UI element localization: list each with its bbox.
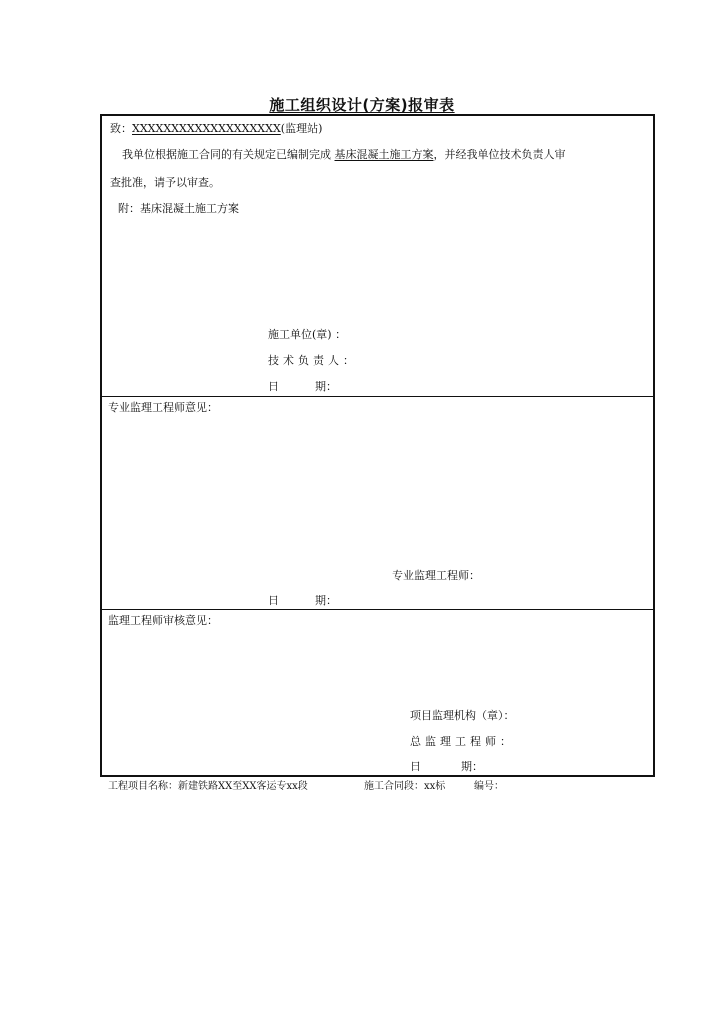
divider-2	[102, 609, 653, 610]
addressee-line	[110, 122, 322, 136]
footer-project-name: 工程项目名称：新建铁路XX至XX客运专xx段	[108, 781, 308, 792]
chief-engineer-label: 总监理工程师：	[410, 735, 515, 748]
review-form	[100, 114, 655, 777]
attachment-line: 附：基床混凝土施工方案	[118, 202, 239, 215]
section2-date-label	[268, 594, 337, 608]
review-opinion-heading: 监理工程师审核意见：	[108, 614, 218, 627]
contractor-unit-label: 施工单位(章) ：	[268, 328, 347, 341]
date-char-2: 期：	[315, 380, 337, 393]
addressee-prefix: 致：	[110, 122, 132, 135]
date-char-2: 期：	[315, 594, 337, 607]
plan-name: 基床混凝土施工方案	[334, 148, 434, 161]
page-title: 施工组织设计(方案)报审表	[269, 96, 455, 114]
footer-contract-section: 施工合同段：xx标	[364, 781, 446, 792]
divider-1	[102, 396, 653, 397]
date-char-1: 日	[268, 380, 279, 393]
date-char-2: 期：	[461, 760, 483, 773]
submission-text-line1	[122, 148, 566, 162]
submission-text-line2: 查批准，请予以审查。	[110, 176, 220, 189]
addressee-name: XXXXXXXXXXXXXXXXXXX	[132, 122, 281, 135]
submission-text-b: ，并经我单位技术负责人审	[433, 148, 566, 161]
section3-date-label	[410, 760, 483, 774]
supervision-org-label: 项目监理机构（章）：	[410, 709, 515, 722]
date-char-1: 日	[410, 760, 421, 773]
specialist-engineer-label: 专业监理工程师：	[392, 569, 480, 582]
footer-number: 编号：	[474, 781, 504, 792]
tech-lead-label: 技术负责人：	[268, 354, 358, 367]
section1-date-label	[268, 380, 337, 394]
date-char-1: 日	[268, 594, 279, 607]
addressee-suffix: (监理站)	[280, 122, 323, 135]
specialist-opinion-heading: 专业监理工程师意见：	[108, 401, 218, 414]
submission-text-a: 我单位根据施工合同的有关规定已编制完成	[122, 148, 331, 161]
